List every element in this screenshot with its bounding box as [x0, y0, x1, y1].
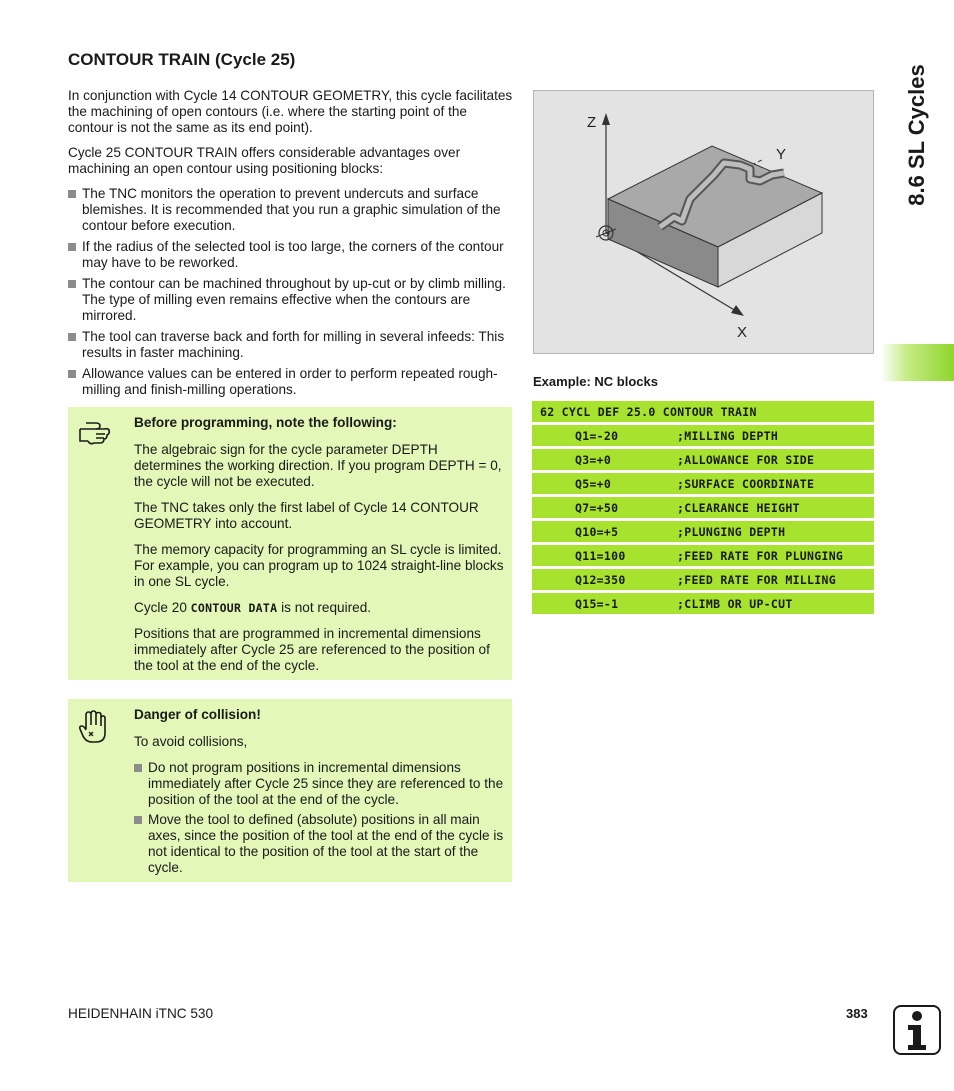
programming-note-box — [68, 407, 512, 680]
warning-hand-icon — [78, 709, 110, 739]
axis-z-label: Z — [587, 114, 597, 131]
example-label: Example: NC blocks — [533, 374, 658, 389]
intro-paragraph-2: Cycle 25 CONTOUR TRAIN offers considerable advantages over machining an open contour using positioning blocks: — [68, 145, 461, 176]
nc-block-row: Q7=+50 ;CLEARANCE HEIGHT — [532, 497, 874, 518]
nc-block-row: 62 CYCL DEF 25.0 CONTOUR TRAIN — [532, 401, 874, 422]
bullet-square-icon — [134, 764, 142, 772]
bullet-square-icon — [68, 190, 76, 198]
bullet-square-icon — [68, 243, 76, 251]
note-paragraph: The memory capacity for programming an SL cycle is limited. For example, you can program up to 1024 straight-line blocks in one SL cycle. — [134, 542, 504, 589]
section-tab-title: 8.6 SL Cycles — [904, 64, 929, 206]
axis-x-label: X — [737, 324, 748, 341]
nc-block-row: Q11=100 ;FEED RATE FOR PLUNGING — [532, 545, 874, 566]
list-item: Do not program positions in incremental dimensions immediately after Cycle 25 since they are referenced to the position of the tool at the end of the cycle. — [134, 760, 506, 808]
nc-block-row: Q5=+0 ;SURFACE COORDINATE — [532, 473, 874, 494]
contour-train-figure — [533, 90, 874, 354]
axis-y-label: Y — [776, 146, 787, 163]
nc-block-listing — [532, 401, 874, 617]
bullet-square-icon — [134, 816, 142, 824]
note-paragraph: The TNC takes only the first label of Cycle 14 CONTOUR GEOMETRY into account. — [134, 500, 479, 531]
page-number: 383 — [846, 1006, 868, 1021]
danger-intro: To avoid collisions, — [134, 734, 248, 749]
list-item: Move the tool to defined (absolute) positions in all main axes, since the position of the tool at the end of the cycle is not identical to the position of the tool at the start of the cycle. — [134, 812, 506, 876]
list-item: Allowance values can be entered in order to perform repeated rough-milling and finish-milling operations. — [68, 366, 513, 398]
pointing-hand-icon — [78, 417, 110, 447]
danger-heading: Danger of collision! — [134, 707, 261, 722]
bullet-square-icon — [68, 370, 76, 378]
nc-block-row: Q15=-1 ;CLIMB OR UP-CUT — [532, 593, 874, 614]
page-title: CONTOUR TRAIN (Cycle 25) — [68, 50, 296, 69]
note-paragraph: The algebraic sign for the cycle parameter DEPTH determines the working direction. If you program DEPTH = 0, the cycle will not be executed. — [134, 442, 502, 489]
danger-box — [68, 699, 512, 882]
list-item: The TNC monitors the operation to prevent undercuts and surface blemishes. It is recommended that you run a graphic simulation of the contour before execution. — [68, 186, 513, 234]
intro-paragraph-1: In conjunction with Cycle 14 CONTOUR GEOMETRY, this cycle facilitates the machining of open contours (i.e. where the starting point of the contour is not the same as its end point). — [68, 88, 513, 135]
note-body — [134, 415, 506, 684]
nc-block-row: Q12=350 ;FEED RATE FOR MILLING — [532, 569, 874, 590]
workpiece-illustration — [534, 91, 873, 353]
note-paragraph: Cycle 20 CONTOUR DATA is not required. — [134, 600, 372, 615]
nc-block-row: Q1=-20 ;MILLING DEPTH — [532, 425, 874, 446]
nc-block-row: Q3=+0 ;ALLOWANCE FOR SIDE — [532, 449, 874, 470]
info-icon — [893, 1005, 941, 1055]
danger-body — [134, 707, 506, 880]
list-item: The tool can traverse back and forth for milling in several infeeds: This results in faster machining. — [68, 329, 513, 361]
inline-code: CONTOUR DATA — [190, 601, 278, 615]
note-paragraph: Positions that are programmed in incremental dimensions immediately after Cycle 25 are referenced to the position of the tool at the end of the cycle. — [134, 626, 490, 673]
bullet-square-icon — [68, 333, 76, 341]
danger-list — [134, 760, 506, 876]
advantages-list — [68, 186, 513, 403]
list-item: The contour can be machined throughout by up-cut or by climb milling. The type of milling even remains effective when the contours are mirrored. — [68, 276, 513, 324]
nc-block-row: Q10=+5 ;PLUNGING DEPTH — [532, 521, 874, 542]
bullet-square-icon — [68, 280, 76, 288]
list-item: If the radius of the selected tool is too large, the corners of the contour may have to be reworked. — [68, 239, 513, 271]
manual-name: HEIDENHAIN iTNC 530 — [68, 1006, 214, 1021]
note-heading: Before programming, note the following: — [134, 415, 397, 430]
section-tab-marker — [881, 344, 954, 381]
